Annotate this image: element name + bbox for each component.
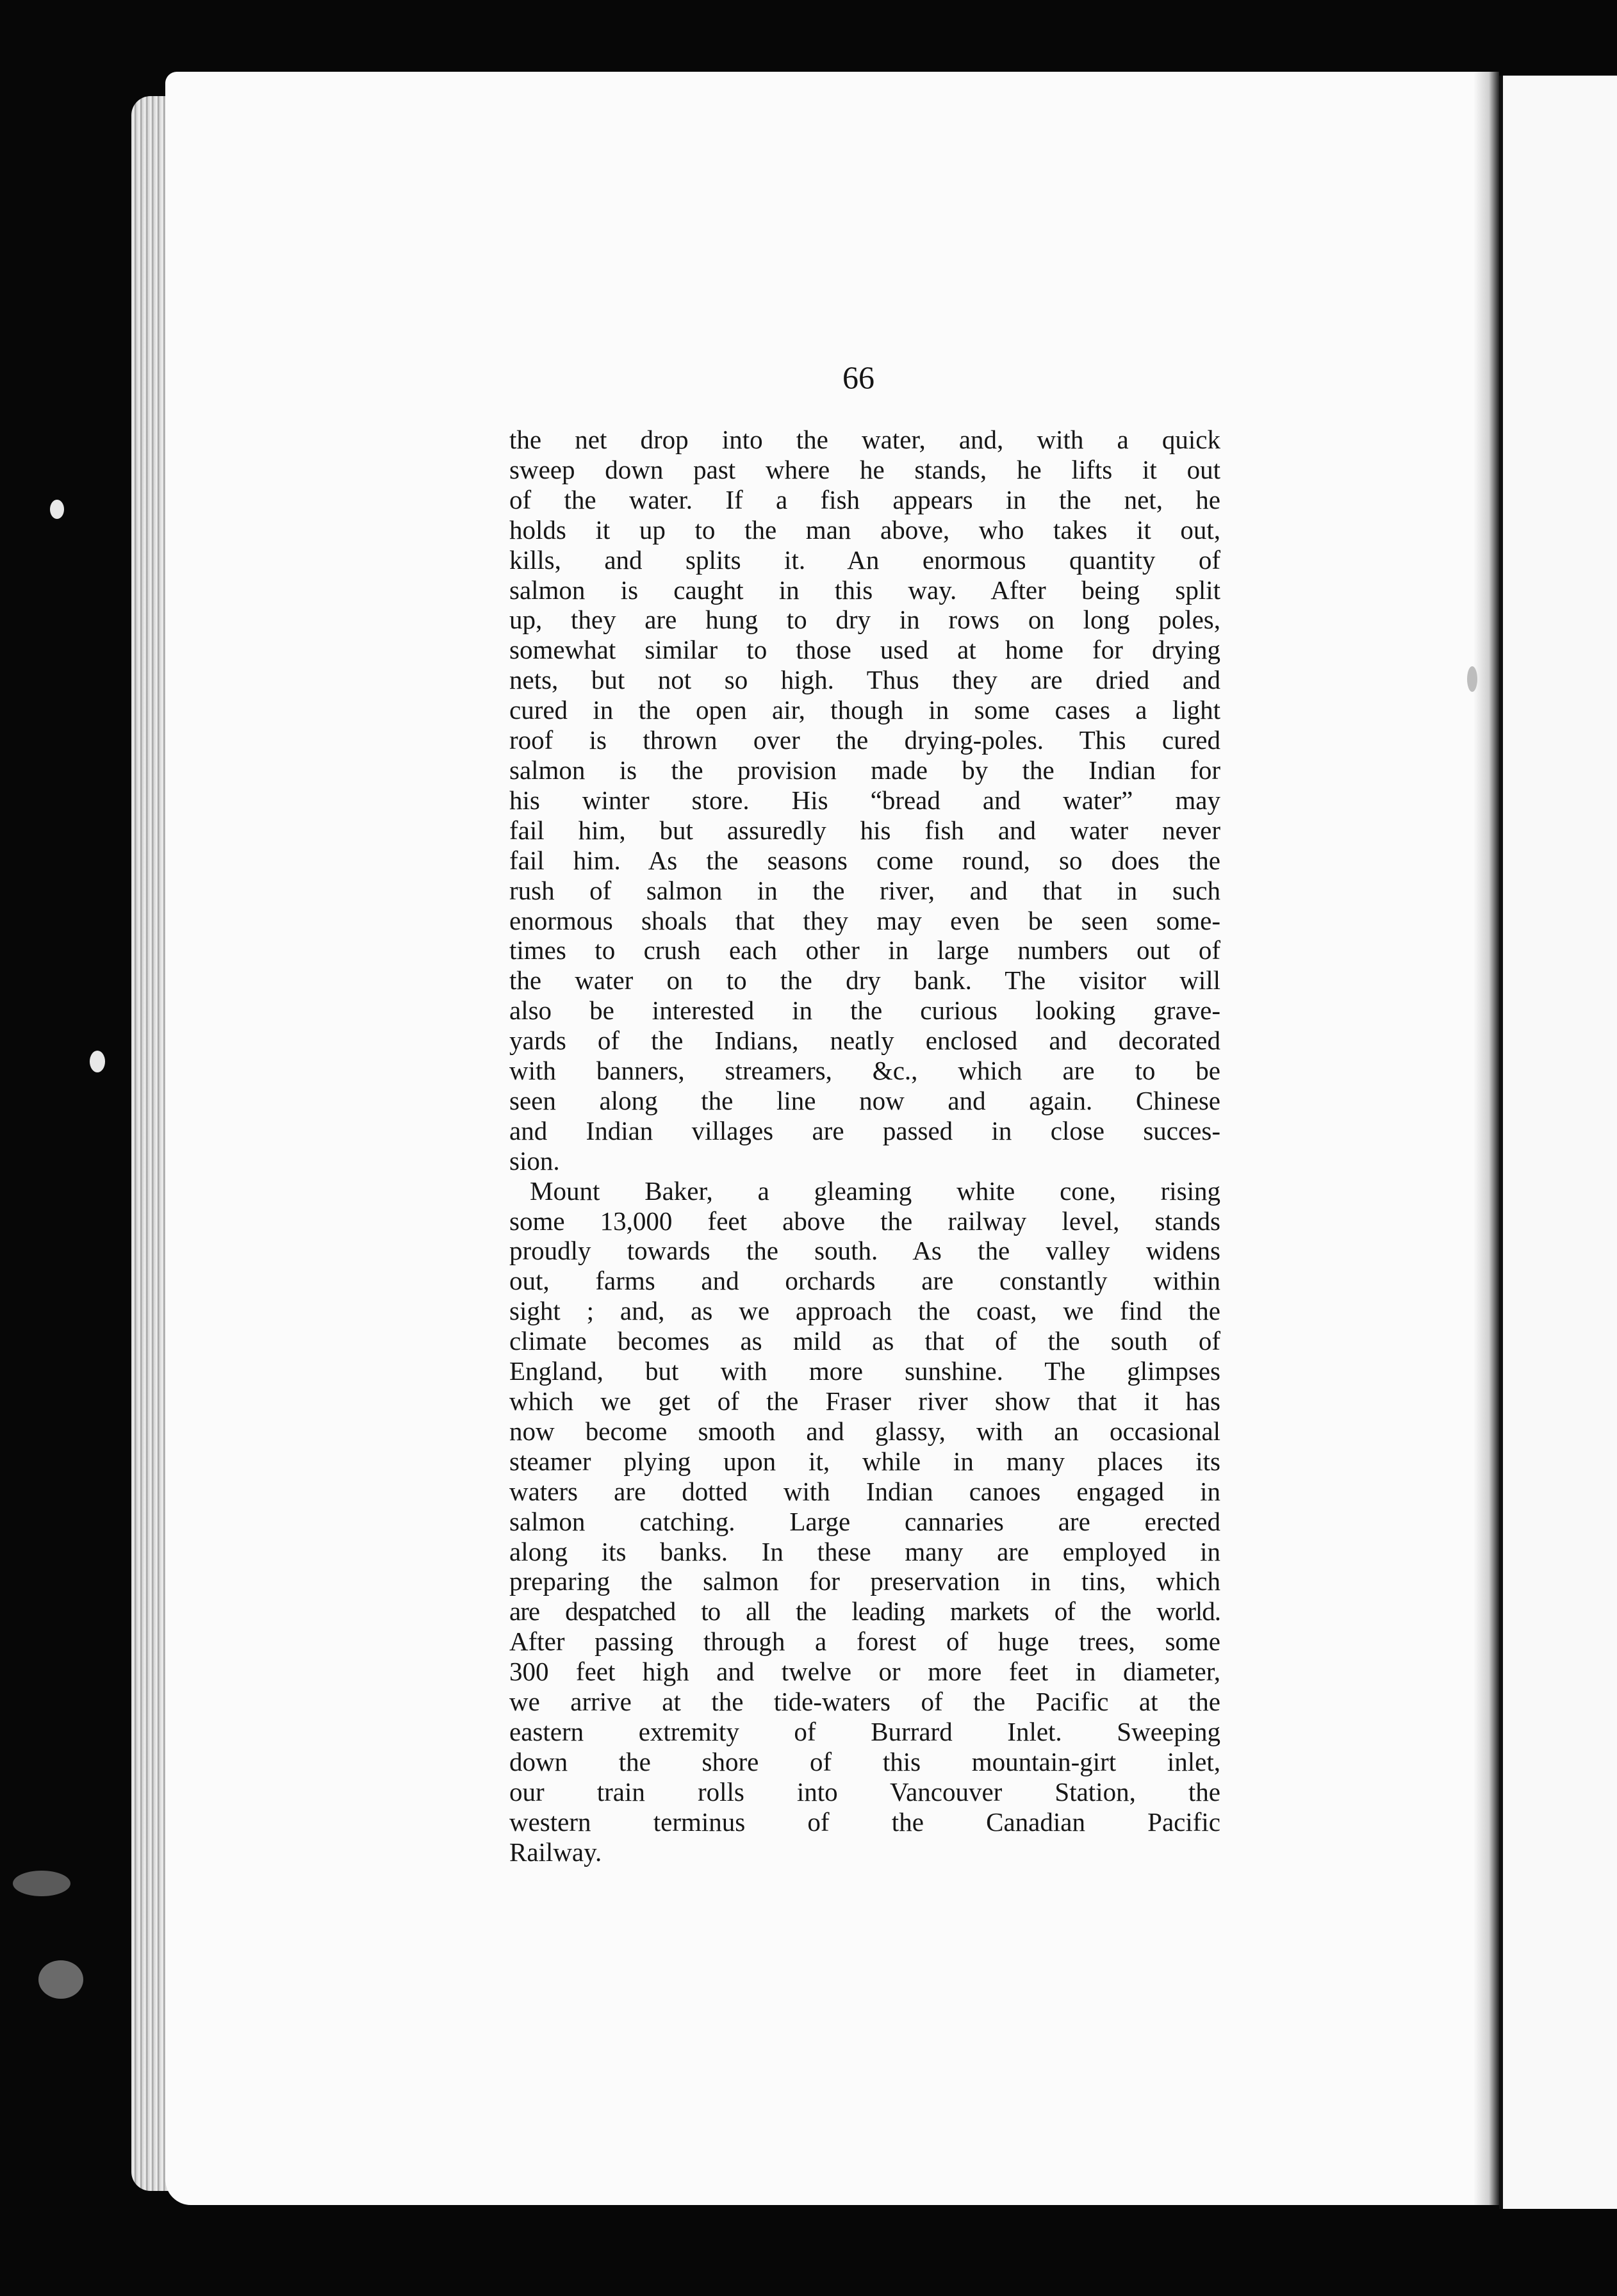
text-line: somewhat similar to those used at home for drying xyxy=(509,635,1220,665)
text-line: of the water. If a fish appears in the net, he xyxy=(509,484,1220,514)
page-number: 66 xyxy=(842,359,874,395)
text-line: also be interested in the curious looking grave- xyxy=(509,996,1220,1026)
text-line: fail him, but assuredly his fish and water never xyxy=(509,815,1220,845)
text-line: salmon is the provision made by the Indian for xyxy=(509,755,1220,785)
text-line: fail him. As the seasons come round, so does the xyxy=(509,845,1220,875)
text-line: England, but with more sunshine. The glimpses xyxy=(509,1356,1220,1386)
text-line: enormous shoals that they may even be seen some- xyxy=(509,905,1220,935)
dust-speck xyxy=(1467,666,1477,692)
text-line: salmon is caught in this way. After being split xyxy=(509,575,1220,605)
text-line: are despatched to all the leading markets of the world. xyxy=(509,1596,1220,1627)
text-line: down the shore of this mountain-girt inlet, xyxy=(509,1746,1220,1776)
text-line: waters are dotted with Indian canoes engaged in xyxy=(509,1476,1220,1506)
text-line: salmon catching. Large cannaries are erected xyxy=(509,1506,1220,1536)
text-line: out, farms and orchards are constantly within xyxy=(509,1266,1220,1296)
text-line: nets, but not so high. Thus they are dried and xyxy=(509,665,1220,695)
text-line: some 13,000 feet above the railway level, stands xyxy=(509,1206,1220,1236)
paragraph-1 xyxy=(509,425,1220,1176)
text-line: his winter store. His “bread and water” may xyxy=(509,785,1220,815)
text-line: western terminus of the Canadian Pacific xyxy=(509,1807,1220,1837)
text-line: rush of salmon in the river, and that in such xyxy=(509,875,1220,905)
text-line: Mount Baker, a gleaming white cone, rising xyxy=(530,1176,1220,1206)
text-line: proudly towards the south. As the valley widens xyxy=(509,1236,1220,1266)
text-line: cured in the open air, though in some cases a light xyxy=(509,695,1220,725)
text-line: roof is thrown over the drying-poles. This cured xyxy=(509,725,1220,755)
text-line: After passing through a forest of huge trees, some xyxy=(509,1627,1220,1657)
text-line: holds it up to the man above, who takes it out, xyxy=(509,514,1220,545)
text-line: sight ; and, as we approach the coast, we find the xyxy=(509,1296,1220,1326)
text-line: times to crush each other in large numbers out of xyxy=(509,935,1220,965)
text-line: yards of the Indians, neatly enclosed and decorated xyxy=(509,1026,1220,1056)
text-line: Railway. xyxy=(509,1837,602,1867)
text-line: eastern extremity of Burrard Inlet. Sweeping xyxy=(509,1716,1220,1746)
dust-speck xyxy=(90,1051,105,1072)
text-line: 300 feet high and twelve or more feet in diameter, xyxy=(509,1657,1220,1687)
gutter-shadow xyxy=(1473,72,1499,2205)
text-line: climate becomes as mild as that of the south of xyxy=(509,1326,1220,1356)
text-line: and Indian villages are passed in close succes- xyxy=(509,1115,1220,1145)
text-line: the water on to the dry bank. The visitor will xyxy=(509,965,1220,996)
dust-speck xyxy=(38,1960,83,1999)
facing-page-edge xyxy=(1499,76,1617,2209)
text-line: now become smooth and glassy, with an occasional xyxy=(509,1416,1220,1446)
text-line: kills, and splits it. An enormous quantity of xyxy=(509,545,1220,575)
text-line: which we get of the Fraser river show that it has xyxy=(509,1386,1220,1416)
text-line: preparing the salmon for preservation in tins, which xyxy=(509,1566,1220,1596)
paragraph-2 xyxy=(509,1176,1220,1867)
text-line: up, they are hung to dry in rows on long poles, xyxy=(509,605,1220,635)
text-line: our train rolls into Vancouver Station, the xyxy=(509,1776,1220,1807)
dust-speck xyxy=(13,1871,70,1896)
text-line: steamer plying upon it, while in many places its xyxy=(509,1446,1220,1476)
text-line: along its banks. In these many are employed in xyxy=(509,1536,1220,1566)
dust-speck xyxy=(50,500,64,519)
body-text xyxy=(509,425,1220,1867)
text-line: sion. xyxy=(509,1145,560,1176)
text-line: the net drop into the water, and, with a quick xyxy=(509,425,1220,454)
text-line: with banners, streamers, &c., which are to be xyxy=(509,1056,1220,1086)
text-line: seen along the line now and again. Chinese xyxy=(509,1085,1220,1115)
text-line: we arrive at the tide-waters of the Pacific at the xyxy=(509,1687,1220,1717)
text-line: sweep down past where he stands, he lifts it out xyxy=(509,454,1220,484)
